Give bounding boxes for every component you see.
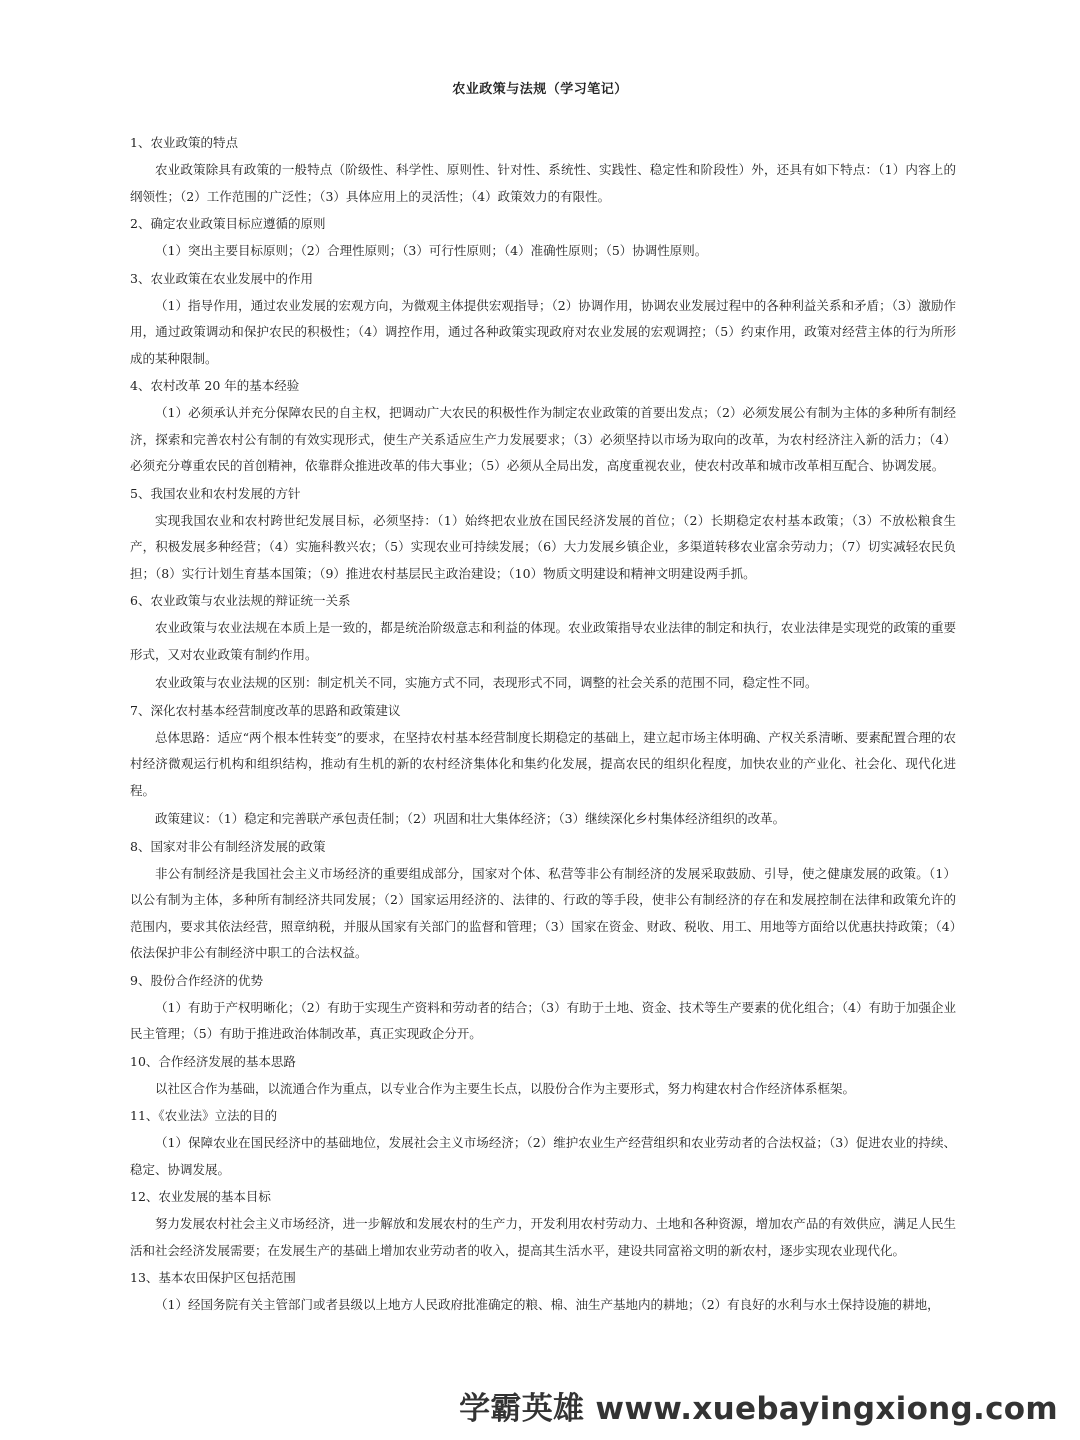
document-body [130, 131, 956, 1321]
section-heading: 1、农业政策的特点 [130, 135, 238, 150]
section-paragraph: 农业政策除具有政策的一般特点（阶级性、科学性、原则性、针对性、系统性、实践性、稳定性和阶段性）外，还具有如下特点：（1）内容上的纲领性；（2）工作范围的广泛性；（3）具体应用上的灵活性；（4）政策效力的有限性。 [130, 162, 956, 204]
section-heading: 12、农业发展的基本目标 [130, 1189, 271, 1204]
section-7 [130, 699, 956, 833]
section-paragraph: （1）突出主要目标原则；（2）合理性原则；（3）可行性原则；（4）准确性原则；（5）协调性原则。 [155, 243, 708, 258]
section-heading: 7、深化农村基本经营制度改革的思路和政策建议 [130, 702, 401, 718]
section-6 [130, 589, 956, 697]
section-9 [130, 969, 956, 1048]
section-paragraph: 实现我国农业和农村跨世纪发展目标，必须坚持：（1）始终把农业放在国民经济发展的首位；（2）长期稳定农村基本政策；（3）不放松粮食生产，积极发展多种经营；（4）实施科教兴农；（5）实现农业可持续发展；（6）大力发展乡镇企业，多渠道转移农业富余劳动力；（7）切实减轻农民负担；（8）实行计划生育基本国策；（9）推进农村基层民主政治建设；（10）物质文明建设和精神文明建设两手抓。 [130, 512, 956, 581]
section-12 [130, 1185, 956, 1264]
section-heading: 13、基本农田保护区包括范围 [130, 1270, 296, 1285]
section-heading: 10、合作经济发展的基本思路 [130, 1053, 296, 1069]
section-paragraph: 政策建议：（1）稳定和完善联产承包责任制；（2）巩固和壮大集体经济；（3）继续深化乡村集体经济组织的改革。 [155, 811, 786, 826]
section-1 [130, 131, 956, 210]
section-8 [130, 835, 956, 967]
section-13 [130, 1266, 956, 1319]
section-heading: 5、我国农业和农村发展的方针 [130, 485, 301, 501]
section-heading: 2、确定农业政策目标应遵循的原则 [130, 216, 326, 231]
section-10 [130, 1050, 956, 1103]
site-watermark: 学霸英雄 www.xuebayingxiong.com [459, 1391, 1058, 1427]
section-heading: 9、股份合作经济的优势 [130, 972, 263, 988]
section-paragraph: 努力发展农村社会主义市场经济，进一步解放和发展农村的生产力，开发利用农村劳动力、土地和各种资源，增加农产品的有效供应，满足人民生活和社会经济发展需要；在发展生产的基础上增加农业劳动者的收入，提高其生活水平，建设共同富裕文明的新农村，逐步实现农业现代化。 [130, 1216, 956, 1258]
section-paragraph: （1）有助于产权明晰化；（2）有助于实现生产资料和劳动者的结合；（3）有助于土地、资金、技术等生产要素的优化组合；（4）有助于加强企业民主管理；（5）有助于推进政治体制改革，真正实现政企分开。 [130, 999, 956, 1041]
section-paragraph: （1）指导作用，通过农业发展的宏观方向，为微观主体提供宏观指导；（2）协调作用，协调农业发展过程中的各种利益关系和矛盾；（3）激励作用，通过政策调动和保护农民的积极性；（4）调控作用，通过各种政策实现政府对农业发展的宏观调控；（5）约束作用，政策对经营主体的行为所形成的某种限制。 [130, 297, 956, 366]
section-paragraph: 以社区合作为基础，以流通合作为重点，以专业合作为主要生长点，以股份合作为主要形式，努力构建农村合作经济体系框架。 [155, 1080, 856, 1096]
section-paragraph: 总体思路：适应“两个根本性转变”的要求，在坚持农村基本经营制度长期稳定的基础上，建立起市场主体明确、产权关系清晰、要素配置合理的农村经济微观运行机构和组织结构，推动有生机的新的农村经济集体化和集约化发展，提高农民的组织化程度，加快农业的产业化、社会化、现代化进程。 [130, 729, 956, 798]
section-11 [130, 1104, 956, 1183]
section-paragraph: 农业政策与农业法规的区别：制定机关不同，实施方式不同，表现形式不同，调整的社会关系的范围不同，稳定性不同。 [155, 675, 818, 690]
section-paragraph: （1）保障农业在国民经济中的基础地位，发展社会主义市场经济；（2）维护农业生产经营组织和农业劳动者的合法权益；（3）促进农业的持续、稳定、协调发展。 [130, 1135, 956, 1177]
section-paragraph: （1）经国务院有关主管部门或者县级以上地方人民政府批准确定的粮、棉、油生产基地内的耕地；（2）有良好的水利与水土保持设施的耕地， [155, 1297, 940, 1312]
section-2 [130, 212, 956, 265]
section-3 [130, 267, 956, 373]
section-paragraph: （1）必须承认并充分保障农民的自主权，把调动广大农民的积极性作为制定农业政策的首要出发点；（2）必须发展公有制为主体的多种所有制经济，探索和完善农村公有制的有效实现形式，使生产关系适应生产力发展要求；（3）必须坚持以市场为取向的改革，为农村经济注入新的活力；（4）必须充分尊重农民的首创精神，依靠群众推进改革的伟大事业；（5）必须从全局出发，高度重视农业，使农村改革和城市改革相互配合、协调发展。 [130, 405, 956, 473]
section-heading: 3、农业政策在农业发展中的作用 [130, 270, 313, 286]
section-heading: 11、《农业法》立法的目的 [130, 1108, 278, 1123]
section-4 [130, 374, 956, 480]
section-5 [130, 482, 956, 588]
section-paragraph: 农业政策与农业法规在本质上是一致的，都是统治阶级意志和利益的体现。农业政策指导农业法律的制定和执行，农业法律是实现党的政策的重要形式，又对农业政策有制约作用。 [130, 620, 956, 662]
section-paragraph: 非公有制经济是我国社会主义市场经济的重要组成部分，国家对个体、私营等非公有制经济的发展采取鼓励、引导，使之健康发展的政策。（1）以公有制为主体，多种所有制经济共同发展；（2）国家运用经济的、法律的、行政的等手段，使非公有制经济的存在和发展控制在法律和政策允许的范围内，要求其依法经营，照章纳税，并服从国家有关部门的监督和管理；（3）国家在资金、财政、税收、用工、用地等方面给以优惠扶持政策；（4）依法保护非公有制经济中职工的合法权益。 [130, 865, 956, 960]
section-heading: 4、农村改革 20 年的基本经验 [130, 378, 300, 393]
document-title: 农业政策与法规（学习笔记） [452, 82, 628, 97]
section-heading: 8、国家对非公有制经济发展的政策 [130, 838, 326, 854]
section-heading: 6、农业政策与农业法规的辩证统一关系 [130, 593, 351, 608]
